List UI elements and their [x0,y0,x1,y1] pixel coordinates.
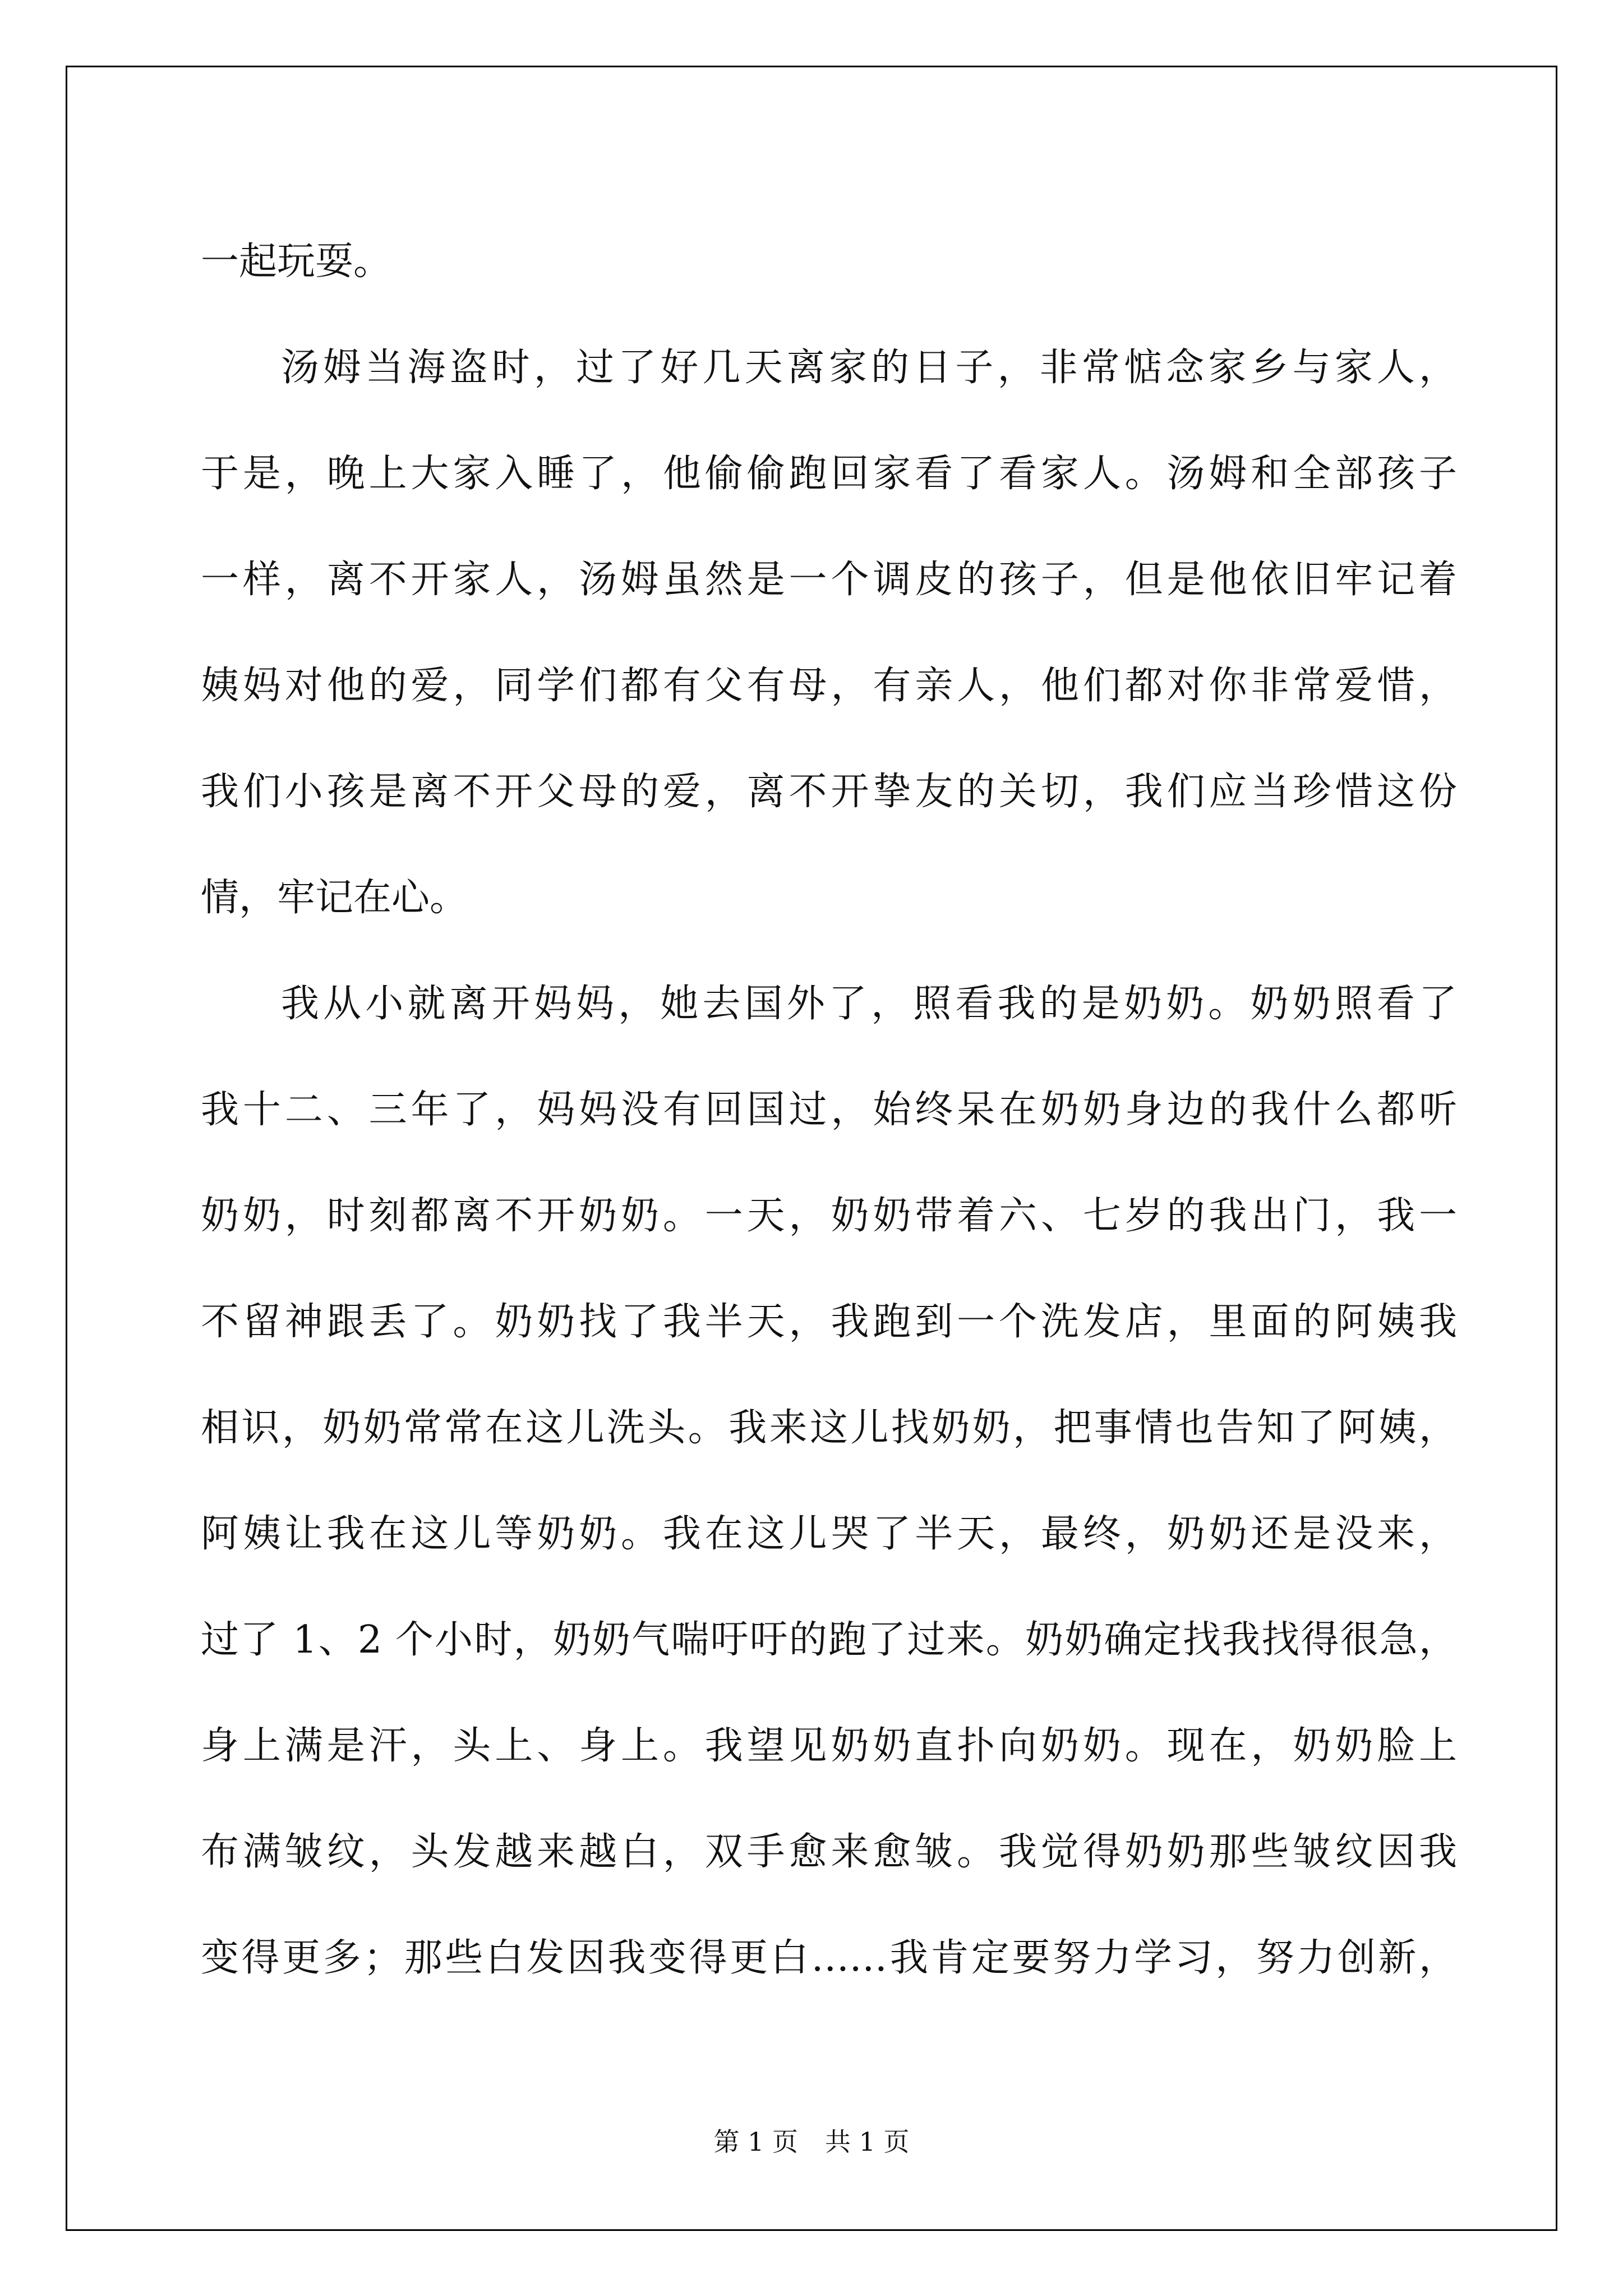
text-line: 奶奶，时刻都离不开奶奶。一天，奶奶带着六、七岁的我出门，我一 [201,1194,1457,1238]
text-line: 阿姨让我在这儿等奶奶。我在这儿哭了半天，最终，奶奶还是没来， [201,1512,1457,1556]
page-footer [0,2122,1623,2159]
text-line: 我们小孩是离不开父母的爱，离不开挚友的关切，我们应当珍惜这份 [201,770,1457,814]
text-line: 情，牢记在心。 [201,876,468,920]
text-line: 变得更多；那些白发因我变得更白……我肯定要努力学习，努力创新， [201,1936,1457,1980]
text-line: 姨妈对他的爱，同学们都有父有母，有亲人，他们都对你非常爱惜， [201,664,1457,708]
text-line: 一样，离不开家人，汤姆虽然是一个调皮的孩子，但是他依旧牢记着 [201,558,1457,602]
text-line: 布满皱纹，头发越来越白，双手愈来愈皱。我觉得奶奶那些皱纹因我 [201,1830,1457,1874]
page-number: 第 1 页 [713,2127,798,2157]
text-line: 不留神跟丢了。奶奶找了我半天，我跑到一个洗发店，里面的阿姨我 [201,1300,1457,1344]
text-line: 我十二、三年了，妈妈没有回国过，始终呆在奶奶身边的我什么都听 [201,1088,1457,1132]
text-line: 身上满是汗，头上、身上。我望见奶奶直扑向奶奶。现在，奶奶脸上 [201,1724,1457,1768]
text-line: 相识，奶奶常常在这儿洗头。我来这儿找奶奶，把事情也告知了阿姨， [201,1406,1457,1450]
text-line: 汤姆当海盗时，过了好几天离家的日子，非常惦念家乡与家人， [281,346,1457,390]
text-line: 于是，晚上大家入睡了，他偷偷跑回家看了看家人。汤姆和全部孩子 [201,452,1457,496]
text-line: 过了 1、2 个小时，奶奶气喘吁吁的跑了过来。奶奶确定找我找得很急， [201,1618,1457,1662]
text-line: 我从小就离开妈妈，她去国外了，照看我的是奶奶。奶奶照看了 [281,982,1457,1026]
text-line: 一起玩耍。 [201,240,392,284]
document-body [201,209,1457,2011]
page-total: 共 1 页 [825,2127,910,2157]
